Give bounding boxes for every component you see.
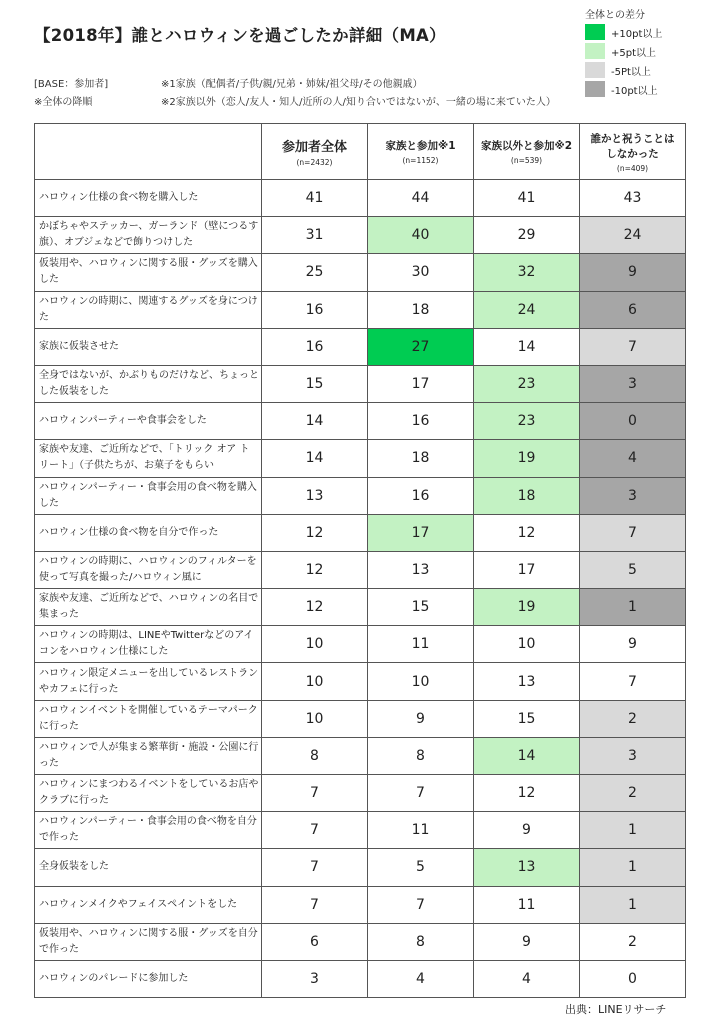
table-row bbox=[35, 403, 686, 440]
table-row bbox=[35, 365, 686, 402]
value-cell: 13 bbox=[474, 663, 580, 700]
value-cell: 14 bbox=[474, 328, 580, 365]
row-label: 仮装用や、ハロウィンに関する服・グッズを自分で作った bbox=[35, 923, 262, 960]
value-cell: 7 bbox=[262, 775, 368, 812]
legend-swatch bbox=[585, 43, 605, 59]
value-cell: 10 bbox=[262, 626, 368, 663]
value-cell: 11 bbox=[368, 626, 474, 663]
column-header-label: 誰かと祝うことはしなかった bbox=[590, 132, 675, 160]
legend-title: 全体との差分 bbox=[585, 10, 645, 21]
value-cell: 12 bbox=[262, 514, 368, 551]
value-cell: 1 bbox=[580, 812, 686, 849]
legend-label: -5Pt以上 bbox=[611, 66, 651, 78]
column-sample-size: (n=2432) bbox=[296, 158, 333, 167]
value-cell: 8 bbox=[262, 737, 368, 774]
value-cell: 12 bbox=[474, 775, 580, 812]
table-row bbox=[35, 291, 686, 328]
value-cell: 10 bbox=[368, 663, 474, 700]
legend-item bbox=[585, 42, 705, 60]
row-label: ハロウィンの時期に、関連するグッズを身につけた bbox=[35, 291, 262, 328]
row-label: ハロウィンにまつわるイベントをしているお店やクラブに行った bbox=[35, 775, 262, 812]
value-cell: 18 bbox=[474, 477, 580, 514]
value-cell: 24 bbox=[580, 217, 686, 254]
table-row bbox=[35, 180, 686, 217]
source-credit: 出典：LINEリサーチ bbox=[565, 1003, 667, 1016]
row-label: 家族に仮装させた bbox=[35, 328, 262, 365]
value-cell: 24 bbox=[474, 291, 580, 328]
table-row bbox=[35, 589, 686, 626]
row-label: ハロウィンパーティー・食事会用の食べ物を自分で作った bbox=[35, 812, 262, 849]
row-label: ハロウィン限定メニューを出しているレストランやカフェに行った bbox=[35, 663, 262, 700]
value-cell: 12 bbox=[262, 589, 368, 626]
value-cell: 11 bbox=[474, 886, 580, 923]
table-row bbox=[35, 812, 686, 849]
legend-swatch bbox=[585, 62, 605, 78]
value-cell: 2 bbox=[580, 775, 686, 812]
column-header-label: 参加者全体 bbox=[281, 140, 347, 155]
value-cell: 3 bbox=[580, 737, 686, 774]
value-cell: 14 bbox=[262, 403, 368, 440]
value-cell: 4 bbox=[474, 960, 580, 997]
value-cell: 23 bbox=[474, 403, 580, 440]
value-cell: 15 bbox=[368, 589, 474, 626]
row-label: ハロウィンのパレードに参加した bbox=[35, 960, 262, 997]
base-note: [BASE：参加者] bbox=[34, 79, 109, 90]
legend-item bbox=[585, 61, 705, 79]
table-row bbox=[35, 328, 686, 365]
value-cell: 31 bbox=[262, 217, 368, 254]
table-row bbox=[35, 663, 686, 700]
value-cell: 15 bbox=[474, 700, 580, 737]
value-cell: 2 bbox=[580, 923, 686, 960]
table-row bbox=[35, 849, 686, 886]
value-cell: 1 bbox=[580, 589, 686, 626]
value-cell: 44 bbox=[368, 180, 474, 217]
table-row bbox=[35, 440, 686, 477]
value-cell: 16 bbox=[368, 403, 474, 440]
legend-item bbox=[585, 80, 705, 98]
column-header bbox=[474, 124, 580, 180]
value-cell: 14 bbox=[474, 737, 580, 774]
legend-item bbox=[585, 23, 705, 41]
row-label: ハロウィンメイクやフェイスペイントをした bbox=[35, 886, 262, 923]
value-cell: 40 bbox=[368, 217, 474, 254]
value-cell: 7 bbox=[262, 849, 368, 886]
value-cell: 15 bbox=[262, 365, 368, 402]
value-cell: 17 bbox=[368, 365, 474, 402]
table-row bbox=[35, 923, 686, 960]
value-cell: 16 bbox=[368, 477, 474, 514]
column-header bbox=[262, 124, 368, 180]
value-cell: 12 bbox=[474, 514, 580, 551]
value-cell: 10 bbox=[262, 663, 368, 700]
row-label: かぼちゃやステッカー、ガーランド（壁につるす旗）、オブジェなどで飾りつけした bbox=[35, 217, 262, 254]
column-header-label: 家族と参加※1 bbox=[385, 140, 456, 152]
value-cell: 7 bbox=[580, 328, 686, 365]
value-cell: 2 bbox=[580, 700, 686, 737]
value-cell: 43 bbox=[580, 180, 686, 217]
value-cell: 6 bbox=[580, 291, 686, 328]
value-cell: 7 bbox=[580, 514, 686, 551]
table-row bbox=[35, 737, 686, 774]
value-cell: 0 bbox=[580, 403, 686, 440]
legend-label: +5pt以上 bbox=[611, 47, 657, 59]
value-cell: 16 bbox=[262, 291, 368, 328]
value-cell: 18 bbox=[368, 291, 474, 328]
table-row bbox=[35, 477, 686, 514]
row-label: ハロウィンで人が集まる繁華街・施設・公園に行った bbox=[35, 737, 262, 774]
non-family-note: ※2家族以外（恋人/友人・知人/近所の人/知り合いではないが、一緒の場に来ていた人） bbox=[161, 97, 556, 108]
column-header bbox=[368, 124, 474, 180]
value-cell: 4 bbox=[368, 960, 474, 997]
table-row bbox=[35, 960, 686, 997]
row-label: 家族や友達、ご近所などで、ハロウィンの名目で集まった bbox=[35, 589, 262, 626]
table-row bbox=[35, 700, 686, 737]
value-cell: 30 bbox=[368, 254, 474, 291]
value-cell: 7 bbox=[368, 886, 474, 923]
value-cell: 11 bbox=[368, 812, 474, 849]
value-cell: 18 bbox=[368, 440, 474, 477]
row-label: ハロウィン仕様の食べ物を自分で作った bbox=[35, 514, 262, 551]
value-cell: 41 bbox=[262, 180, 368, 217]
value-cell: 27 bbox=[368, 328, 474, 365]
value-cell: 17 bbox=[474, 551, 580, 588]
value-cell: 13 bbox=[368, 551, 474, 588]
value-cell: 23 bbox=[474, 365, 580, 402]
table-row bbox=[35, 514, 686, 551]
legend-label: -10pt以上 bbox=[611, 85, 658, 97]
table-header-row bbox=[35, 124, 686, 180]
value-cell: 14 bbox=[262, 440, 368, 477]
value-cell: 5 bbox=[368, 849, 474, 886]
value-cell: 7 bbox=[368, 775, 474, 812]
row-label: ハロウィンの時期は、LINEやTwitterなどのアイコンをハロウィン仕様にした bbox=[35, 626, 262, 663]
value-cell: 8 bbox=[368, 737, 474, 774]
column-header bbox=[580, 124, 686, 180]
data-table bbox=[34, 123, 686, 998]
row-label: ハロウィンパーティーや食事会をした bbox=[35, 403, 262, 440]
table-row bbox=[35, 254, 686, 291]
table-row bbox=[35, 551, 686, 588]
row-label: ハロウィンイベントを開催しているテーマパークに行った bbox=[35, 700, 262, 737]
value-cell: 10 bbox=[262, 700, 368, 737]
header-item-corner bbox=[35, 124, 262, 180]
row-label: 仮装用や、ハロウィンに関する服・グッズを購入した bbox=[35, 254, 262, 291]
value-cell: 3 bbox=[262, 960, 368, 997]
legend bbox=[585, 6, 705, 99]
value-cell: 3 bbox=[580, 477, 686, 514]
row-label: 家族や友達、ご近所などで、「トリック オア トリート」（子供たちが、お菓子をもらい bbox=[35, 440, 262, 477]
table-row bbox=[35, 886, 686, 923]
value-cell: 9 bbox=[368, 700, 474, 737]
legend-label: +10pt以上 bbox=[611, 28, 663, 40]
value-cell: 9 bbox=[474, 923, 580, 960]
value-cell: 0 bbox=[580, 960, 686, 997]
table-row bbox=[35, 626, 686, 663]
value-cell: 10 bbox=[474, 626, 580, 663]
column-sample-size: (n=409) bbox=[616, 163, 649, 173]
value-cell: 1 bbox=[580, 849, 686, 886]
value-cell: 13 bbox=[474, 849, 580, 886]
value-cell: 13 bbox=[262, 477, 368, 514]
row-label: ハロウィン仕様の食べ物を購入した bbox=[35, 180, 262, 217]
table-body bbox=[35, 180, 686, 998]
value-cell: 25 bbox=[262, 254, 368, 291]
family-note: ※1家族（配偶者/子供/親/兄弟・姉妹/祖父母/その他親戚） bbox=[161, 79, 423, 90]
value-cell: 7 bbox=[262, 886, 368, 923]
legend-swatch bbox=[585, 81, 605, 97]
value-cell: 16 bbox=[262, 328, 368, 365]
row-label: ハロウィンパーティー・食事会用の食べ物を購入した bbox=[35, 477, 262, 514]
value-cell: 1 bbox=[580, 886, 686, 923]
order-note: ※全体の降順 bbox=[34, 97, 93, 108]
value-cell: 5 bbox=[580, 551, 686, 588]
column-sample-size: (n=539) bbox=[510, 156, 543, 165]
row-label: 全身ではないが、かぶりものだけなど、ちょっとした仮装をした bbox=[35, 365, 262, 402]
page-title: 【2018年】誰とハロウィンを過ごしたか詳細（MA） bbox=[34, 26, 446, 45]
value-cell: 9 bbox=[474, 812, 580, 849]
column-sample-size: (n=1152) bbox=[402, 156, 439, 165]
value-cell: 41 bbox=[474, 180, 580, 217]
table-row bbox=[35, 775, 686, 812]
value-cell: 9 bbox=[580, 254, 686, 291]
value-cell: 3 bbox=[580, 365, 686, 402]
value-cell: 4 bbox=[580, 440, 686, 477]
value-cell: 32 bbox=[474, 254, 580, 291]
value-cell: 9 bbox=[580, 626, 686, 663]
legend-swatch bbox=[585, 24, 605, 40]
column-header-label: 家族以外と参加※2 bbox=[480, 140, 572, 152]
row-label: ハロウィンの時期に、ハロウィンのフィルターを使って写真を撮った/ハロウィン風に bbox=[35, 551, 262, 588]
row-label: 全身仮装をした bbox=[35, 849, 262, 886]
value-cell: 7 bbox=[580, 663, 686, 700]
value-cell: 19 bbox=[474, 440, 580, 477]
value-cell: 8 bbox=[368, 923, 474, 960]
value-cell: 29 bbox=[474, 217, 580, 254]
value-cell: 6 bbox=[262, 923, 368, 960]
value-cell: 17 bbox=[368, 514, 474, 551]
value-cell: 7 bbox=[262, 812, 368, 849]
value-cell: 12 bbox=[262, 551, 368, 588]
value-cell: 19 bbox=[474, 589, 580, 626]
table-row bbox=[35, 217, 686, 254]
